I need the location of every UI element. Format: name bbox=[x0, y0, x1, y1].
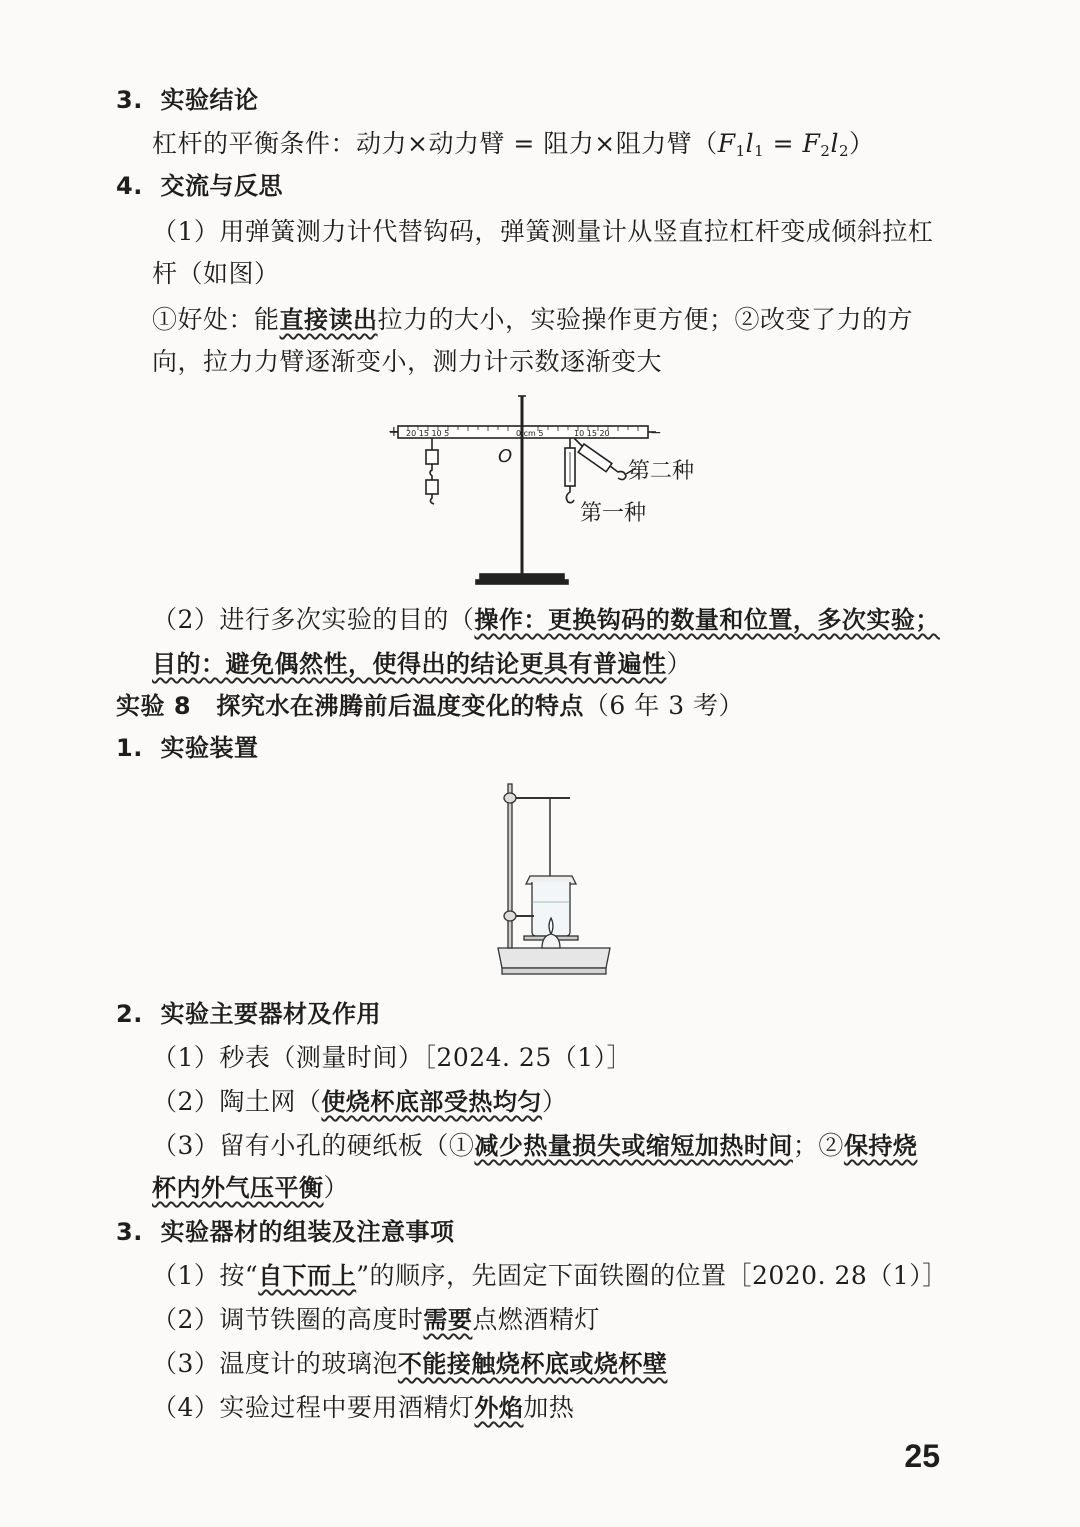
stand-rod bbox=[508, 784, 512, 948]
text-run: （1）按“ bbox=[152, 1261, 259, 1290]
text-run: （2）进行多次实验的目的（ bbox=[152, 605, 475, 634]
list-item bbox=[152, 1258, 948, 1294]
section-3-heading bbox=[116, 82, 259, 118]
emphasis-text: 减少热量损失或缩短加热时间 bbox=[474, 1132, 793, 1160]
paragraph-line: 杆（如图） bbox=[152, 259, 280, 288]
clamp-knob bbox=[504, 793, 516, 803]
list-item bbox=[152, 1084, 567, 1120]
formula-sub: 1 bbox=[735, 142, 746, 160]
hanging-weights bbox=[426, 438, 438, 504]
text-run: （4）实验过程中要用酒精灯 bbox=[152, 1393, 475, 1422]
emphasis-text: 需要 bbox=[423, 1306, 473, 1334]
formula-sub: 2 bbox=[820, 142, 831, 160]
section-title: 实验装置 bbox=[160, 734, 259, 762]
experiment-8-heading bbox=[116, 688, 744, 724]
section-title: 交流与反思 bbox=[160, 172, 284, 200]
stand-base-edge bbox=[502, 968, 606, 974]
emphasis-text: 不能接触烧杯底或烧杯壁 bbox=[397, 1350, 668, 1378]
stand-base bbox=[480, 574, 564, 580]
boiling-apparatus-figure bbox=[494, 776, 614, 982]
text-run: （2）陶土网（ bbox=[152, 1087, 322, 1116]
emphasis-text: 外焰 bbox=[474, 1394, 524, 1422]
ring-clamp-knob bbox=[504, 911, 516, 921]
flame bbox=[549, 918, 553, 934]
emphasis-text: 保持烧 bbox=[843, 1132, 918, 1160]
emphasis-text: 使烧杯底部受热均匀 bbox=[321, 1088, 542, 1116]
experiment-title: 探究水在沸腾前后温度变化的特点 bbox=[216, 692, 584, 720]
text-run: 加热 bbox=[523, 1393, 575, 1422]
formula-l2: l bbox=[830, 129, 839, 158]
text-run: ①好处：能 bbox=[152, 305, 280, 334]
section-3-assembly-heading bbox=[116, 1214, 455, 1250]
emphasis-text: 操作：更换钩码的数量和位置，多次实验； bbox=[474, 606, 940, 634]
page-number: 25 bbox=[904, 1438, 940, 1474]
list-item bbox=[152, 1128, 917, 1164]
list-item bbox=[152, 1390, 574, 1426]
stand-base-foot bbox=[476, 580, 568, 584]
text-run: （3）留有小孔的硬纸板（① bbox=[152, 1131, 475, 1160]
section-title: 实验结论 bbox=[160, 86, 259, 114]
text-run: （3）温度计的玻璃泡 bbox=[152, 1349, 398, 1378]
list-item: （1）秒表（测量时间）［2024. 25（1）］ bbox=[152, 1043, 633, 1072]
conclusion-text: 杠杆的平衡条件：动力×动力臂 = 阻力×阻力臂（ bbox=[152, 129, 718, 158]
paragraph-line bbox=[152, 602, 940, 638]
formula-eq: = bbox=[764, 129, 803, 158]
text-run: ） bbox=[323, 1173, 350, 1202]
conclusion-line bbox=[152, 126, 875, 169]
ruler-left-numbers: 20 15 10 5 bbox=[406, 429, 450, 438]
second-method-label: 第二种 bbox=[628, 459, 695, 484]
section-number: 1. bbox=[116, 734, 143, 762]
emphasis-text: 自下而上 bbox=[258, 1262, 357, 1290]
formula-l1: l bbox=[745, 129, 755, 158]
emphasis-text: 杯内外气压平衡 bbox=[152, 1174, 324, 1202]
text-run: ；② bbox=[792, 1131, 844, 1160]
emphasis-text: 直接读出 bbox=[279, 306, 378, 334]
text-run: 拉力的大小，实验操作更方便；②改变了力的方 bbox=[377, 305, 914, 334]
section-4-heading bbox=[116, 168, 283, 204]
text-run: ） bbox=[666, 649, 693, 678]
section-title: 实验主要器材及作用 bbox=[160, 1000, 382, 1028]
section-2-heading bbox=[116, 996, 381, 1032]
section-number: 2. bbox=[116, 1000, 143, 1028]
spring-scale-tilted bbox=[574, 438, 636, 480]
list-item bbox=[152, 1346, 667, 1382]
ruler-minus-sign: − bbox=[650, 425, 662, 441]
formula-f2: F bbox=[802, 129, 821, 158]
stand-base bbox=[498, 948, 610, 968]
text-run: ”的顺序，先固定下面铁圈的位置［2020. 28（1）］ bbox=[356, 1261, 948, 1290]
section-number: 3. bbox=[116, 1218, 143, 1246]
ruler-center-numbers: 0 cm 5 bbox=[516, 429, 544, 438]
experiment-label: 实验 8 bbox=[116, 692, 192, 720]
spring-scale-vertical bbox=[565, 438, 575, 503]
lever-figure bbox=[388, 388, 728, 592]
first-method-label: 第一种 bbox=[580, 501, 647, 526]
ruler-right-numbers: 10 15 20 bbox=[574, 429, 610, 438]
text-run: （2）调节铁圈的高度时 bbox=[152, 1305, 424, 1334]
emphasis-text: 目的：避免偶然性，使得出的结论更具有普遍性 bbox=[152, 650, 667, 678]
section-1-heading bbox=[116, 730, 259, 766]
paragraph-line bbox=[152, 302, 913, 338]
formula-sub: 1 bbox=[754, 142, 765, 160]
paragraph-line bbox=[152, 646, 692, 682]
list-item-continuation bbox=[152, 1170, 349, 1206]
pivot-label: O bbox=[498, 446, 513, 467]
paragraph-line: （1）用弹簧测力计代替钩码，弹簧测量计从竖直拉杠杆变成倾斜拉杠 bbox=[152, 217, 934, 246]
formula-close: ） bbox=[849, 129, 875, 158]
ruler-plus-sign: + bbox=[388, 424, 400, 440]
section-title: 实验器材的组装及注意事项 bbox=[160, 1218, 455, 1246]
section-number: 4. bbox=[116, 172, 143, 200]
section-number: 3. bbox=[116, 86, 143, 114]
paragraph-line: 向，拉力力臂逐渐变小，测力计示数逐渐变大 bbox=[152, 347, 663, 376]
formula-f1: F bbox=[717, 129, 736, 158]
formula-sub: 2 bbox=[838, 142, 849, 160]
text-run: ） bbox=[541, 1087, 568, 1116]
exam-count: （6 年 3 考） bbox=[583, 691, 745, 720]
list-item bbox=[152, 1302, 600, 1338]
text-run: 点燃酒精灯 bbox=[472, 1305, 600, 1334]
